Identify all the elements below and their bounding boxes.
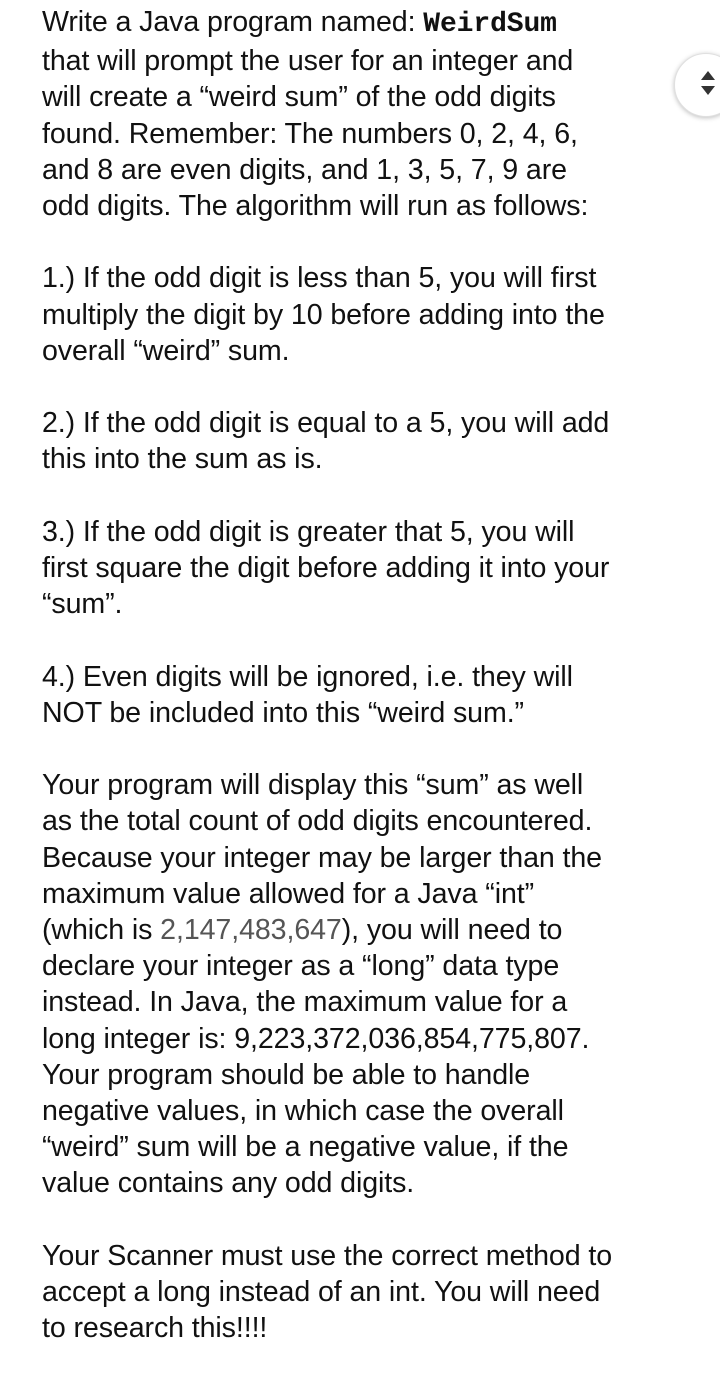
rule-line: 3.) If the odd digit is greater that 5, you will [42,515,575,548]
details-line: Your program will display this “sum” as well [42,769,584,802]
details-line: instead. In Java, the maximum value for a [42,986,568,1019]
details-line: negative values, in which case the overall [42,1095,564,1128]
chevron-down-icon [701,86,715,95]
intro-line: found. Remember: The numbers 0, 2, 4, 6, [42,117,578,150]
rule-line: this into the sum as is. [42,443,323,476]
intro-line: will create a “weird sum” of the odd digits [42,81,556,114]
int-max-suffix: ), you will need to [341,914,563,946]
assignment-text [42,4,682,1383]
chevron-up-icon [701,71,715,80]
scanner-note-line: Your Scanner must use the correct method to [42,1239,613,1272]
details-line: long integer is: 9,223,372,036,854,775,807. [42,1022,590,1055]
rule-line: 4.) Even digits will be ignored, i.e. they will [42,660,573,693]
rule-4-paragraph [42,659,682,731]
details-line: Because your integer may be larger than the [42,841,602,874]
details-line: maximum value allowed for a Java “int” [42,877,535,910]
scanner-note-line: to research this!!!! [42,1312,268,1345]
rule-3-paragraph [42,514,682,623]
details-line: as the total count of odd digits encountered. [42,805,593,838]
scanner-note-paragraph [42,1238,682,1347]
rule-1-paragraph [42,260,682,369]
rule-2-paragraph [42,405,682,477]
intro-first-line [42,4,682,43]
rule-line: “sum”. [42,588,123,621]
details-line: declare your integer as a “long” data type [42,950,560,983]
rule-line: overall “weird” sum. [42,334,290,367]
details-line: “weird” sum will be a negative value, if the [42,1131,569,1164]
rule-line: first square the digit before adding it into your [42,552,610,584]
rule-line: 1.) If the odd digit is less than 5, you will first [42,262,597,295]
intro-prefix: Write a Java program named: [42,6,424,38]
intro-paragraph [42,4,682,224]
program-name: WeirdSum [423,9,557,40]
int-max-prefix: (which is [42,914,161,946]
intro-line: odd digits. The algorithm will run as follows: [42,190,589,223]
intro-line: that will prompt the user for an integer and [42,45,574,78]
int-max-line [42,912,682,948]
intro-line: and 8 are even digits, and 1, 3, 5, 7, 9 are [42,153,567,186]
details-line: Your program should be able to handle [42,1058,531,1091]
details-paragraph [42,767,682,1201]
int-max-value: 2,147,483,647 [160,914,342,946]
rule-line: 2.) If the odd digit is equal to a 5, you will add [42,407,610,440]
scanner-note-line: accept a long instead of an int. You will need [42,1276,601,1309]
rule-line: multiply the digit by 10 before adding into the [42,298,605,331]
details-line: value contains any odd digits. [42,1167,415,1200]
rule-line: NOT be included into this “weird sum.” [42,696,524,729]
